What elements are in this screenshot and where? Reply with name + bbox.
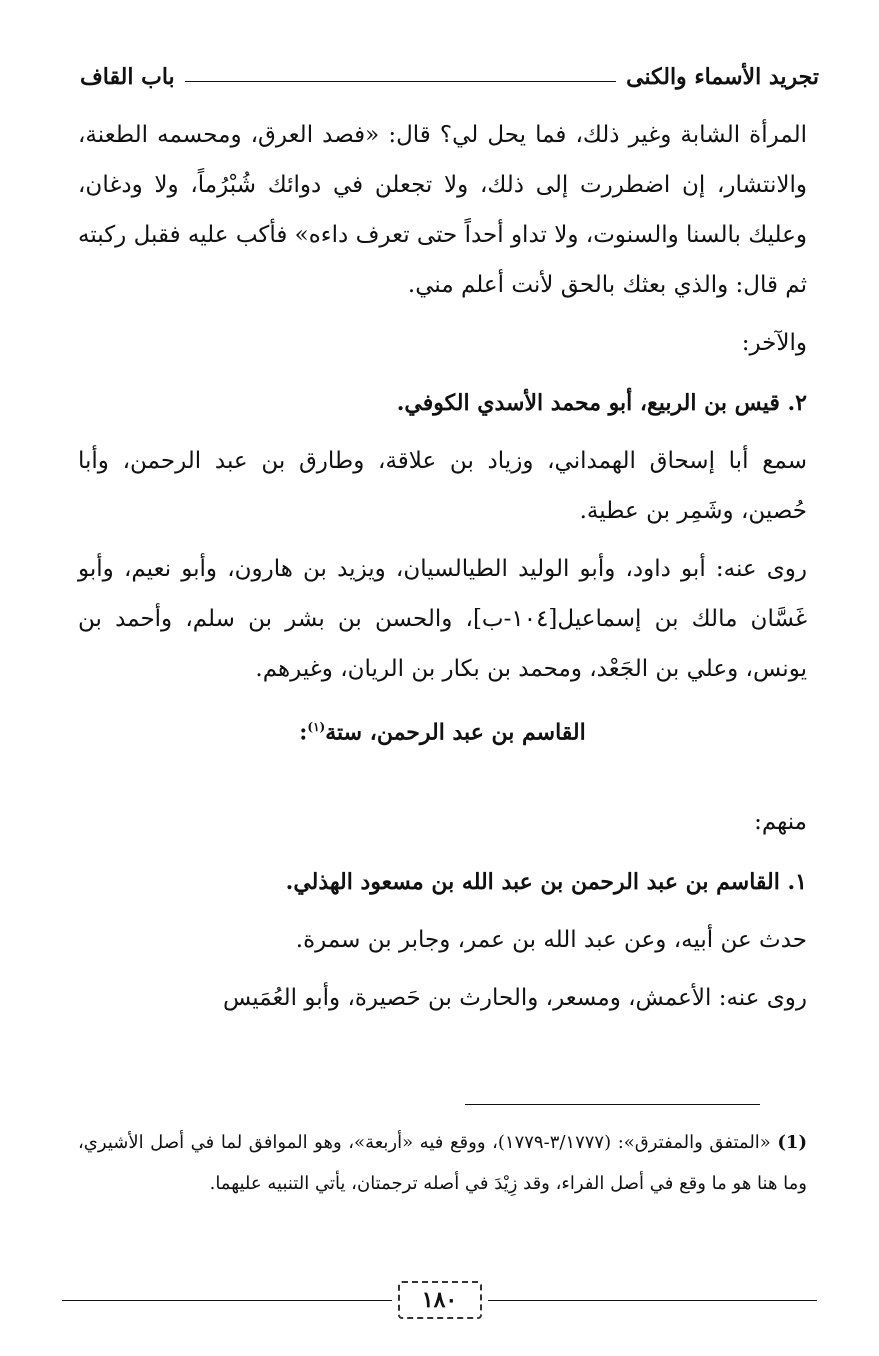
section-heading: [78, 702, 807, 757]
paragraph: حدث عن أبيه، وعن عبد الله بن عمر، وجابر بن سمرة.: [295, 927, 807, 954]
paragraph: سمع أبا إسحاق الهمداني، وزياد بن علاقة، وطارق بن عبد الرحمن، وأبا حُصين، وشَمِر بن عطية.: [78, 448, 807, 524]
entry-heading: ١. القاسم بن عبد الرحمن بن عبد الله بن مسعود الهذلي.: [285, 869, 807, 896]
footnote-number: (1): [777, 1132, 807, 1153]
paragraph: منهم:: [754, 809, 807, 836]
footnote: [78, 1122, 807, 1204]
main-text: [78, 110, 807, 1023]
footer-rule: [62, 1300, 392, 1301]
section-title: باب القاف: [80, 64, 175, 90]
section-heading-text: القاسم بن عبد الرحمن، ستة: [325, 719, 586, 746]
footer-rule: [488, 1300, 818, 1301]
footnote-separator: [465, 1104, 760, 1105]
paragraph: والآخر:: [741, 330, 807, 356]
paragraph: روى عنه: الأعمش، ومسعر، والحارث بن حَصيرة، وأبو العُمَيس: [222, 985, 807, 1012]
page-footer: [62, 1280, 817, 1320]
footnotes: [78, 1122, 807, 1204]
section-heading-colon: :: [299, 719, 308, 746]
page-number: ١٨٠: [398, 1281, 482, 1319]
entry-heading: ٢. قيس بن الربيع، أبو محمد الأسدي الكوفي.: [396, 390, 807, 416]
header-rule: [185, 81, 616, 82]
footnote-ref: (١): [307, 720, 326, 734]
book-title: تجريد الأسماء والكنى: [626, 64, 819, 90]
footnote-text: «المتفق والمفترق»: (٣/١٧٧٧-١٧٧٩)، ووقع فيه «أربعة»، وهو الموافق لما في أصل الأشيري، وما هنا هو ما وقع في أصل الفراء، وقد زِيْدَ في أصله ترجمتان، يأتي التنبيه عليهما.: [78, 1132, 807, 1194]
paragraph: روى عنه: أبو داود، وأبو الوليد الطيالسيان، ويزيد بن هارون، وأبو نعيم، وأبو غَسَّان مالك بن إسماعيل[١٠٤-ب]، والحسن بن بشر بن سلم، وأحمد بن يونس، وعلي بن الجَعْد، ومحمد بن بكار بن الريان، وغيرهم.: [78, 556, 807, 682]
running-header: [80, 52, 819, 88]
paragraph: المرأة الشابة وغير ذلك، فما يحل لي؟ قال: «فصد العرق، ومحسمه الطعنة، والانتشار، إن اضطررت إلى ذلك، ولا تجعلن في دوائك شُبْرُماً، ولا ودغان، وعليك بالسنا والسنوت، ولا تداو أحداً حتى تعرف داءه» فأكب عليه فقبل ركبته ثم قال: والذي بعثك بالحق لأنت أعلم مني.: [78, 122, 807, 298]
